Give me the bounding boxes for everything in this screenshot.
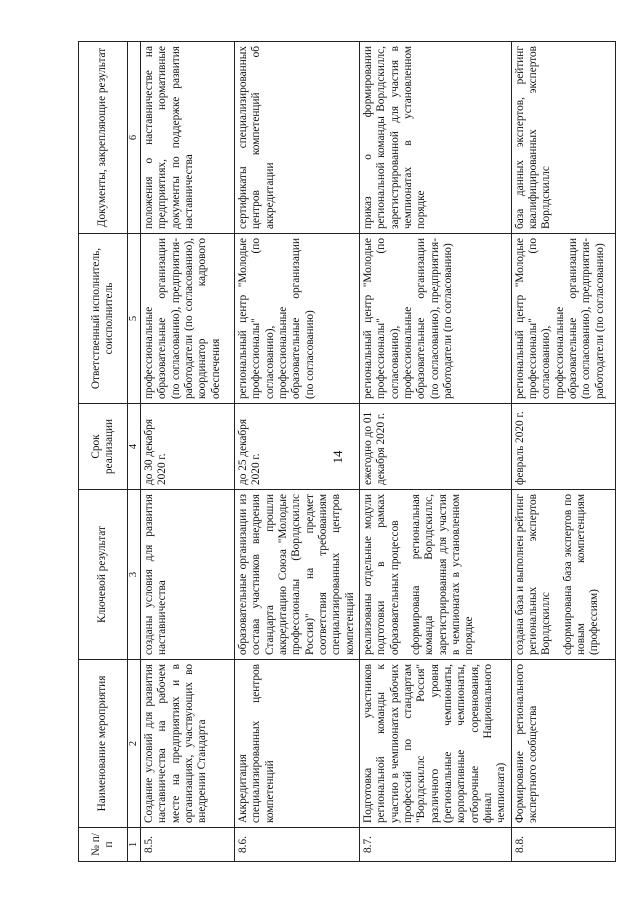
row-number: 8.8. bbox=[511, 828, 615, 862]
table-row bbox=[359, 42, 511, 862]
key-result bbox=[235, 490, 360, 660]
event-name: Подготовка участников региональной команды к участию в чемпионатах рабочих профессий по стандартам "Ворлдскиллс Россия" различного уровня (региональные чемпионаты, корпоративные чемпионаты, отборочные соревнования, финал Национального чемпионата) bbox=[359, 660, 511, 828]
row-number: 8.6. bbox=[235, 828, 360, 862]
key-result-item: создана база и выполнен рейтинг региональных экспертов Ворлдскиллс bbox=[513, 494, 553, 655]
column-number: 3 bbox=[128, 490, 141, 660]
column-number: 4 bbox=[128, 404, 141, 490]
key-result-item: образовательные организации из состава участников внедрения Стандарта прошли аккредитацию Союза "Молодые профессионалы (Ворлдскиллс Россия)" на предмет соответствия требованиям специализированных центров компетенций bbox=[237, 494, 356, 655]
deadline: до 25 декабря 2020 г. bbox=[235, 404, 360, 490]
table-header-row bbox=[79, 42, 128, 862]
key-result-item: сформирована база экспертов по новым компетенциям (профессиям) bbox=[561, 494, 601, 655]
event-name: Создание условий для развития наставничества на рабочем месте на предприятиях и в организациях, участвующих во внедрении Стандарта bbox=[141, 660, 235, 828]
activity-plan-table bbox=[78, 41, 616, 862]
key-result bbox=[511, 490, 615, 660]
rotated-page-content bbox=[78, 42, 640, 862]
documents: база данных экспертов, рейтинг квалифицированных экспертов Ворлдскиллс bbox=[511, 42, 615, 234]
header-number: № п/п bbox=[79, 828, 128, 862]
column-number: 2 bbox=[128, 660, 141, 828]
header-key-result: Ключевой результат bbox=[79, 490, 128, 660]
table-row bbox=[235, 42, 360, 862]
row-number: 8.5. bbox=[141, 828, 235, 862]
responsible: профессиональные образовательные организации (по согласованию), предприятия-работодатели (по согласованию), координатор кадрового обеспечения bbox=[141, 234, 235, 404]
documents: положения о наставничестве на предприятиях, нормативные документы по поддержке развития наставничества bbox=[141, 42, 235, 234]
deadline: ежегодно до 01 декабря 2020 г. bbox=[359, 404, 511, 490]
column-number: 1 bbox=[128, 828, 141, 862]
key-result-item: сформирована региональная команда Ворлдскиллс, зарегистрированная для участия в чемпионатах в установленном порядке bbox=[409, 494, 476, 655]
table-row bbox=[141, 42, 235, 862]
deadline: до 30 декабря 2020 г. bbox=[141, 404, 235, 490]
key-result bbox=[141, 490, 235, 660]
documents: сертификаты специализированных центров компетенций об аккредитации bbox=[235, 42, 360, 234]
row-number: 8.7. bbox=[359, 828, 511, 862]
header-event-name: Наименование мероприятия bbox=[79, 660, 128, 828]
event-name: Формирование регионального экспертного сообщества bbox=[511, 660, 615, 828]
page-number: 14 bbox=[330, 450, 345, 464]
documents: приказ о формировании региональной команды Ворлдскиллс, зарегистрированной для участия в чемпионатах в установленном порядке bbox=[359, 42, 511, 234]
column-number-row bbox=[128, 42, 141, 862]
header-deadline: Срок реализации bbox=[79, 404, 128, 490]
responsible: региональный центр "Молодые профессионалы" (по согласованию), профессиональные образовательные организации (по согласованию), предприятия-работодатели (по согласованию) bbox=[511, 234, 615, 404]
column-number: 5 bbox=[128, 234, 141, 404]
event-name: Аккредитация специализированных центров компетенций bbox=[235, 660, 360, 828]
header-responsible: Ответственный исполнитель, соисполнитель bbox=[79, 234, 128, 404]
table-row bbox=[511, 42, 615, 862]
key-result-item: созданы условия для развития наставничества bbox=[143, 494, 169, 655]
column-number: 6 bbox=[128, 42, 141, 234]
header-documents: Документы, закрепляющие результат bbox=[79, 42, 128, 234]
responsible: региональный центр "Молодые профессионалы" (по согласованию), профессиональные образовательные организации (по согласованию), предприятия-работодатели (по согласованию) bbox=[359, 234, 511, 404]
key-result-item: реализованы отдельные модули подготовки в рамках образовательных процессов bbox=[361, 494, 401, 655]
landscape-content bbox=[78, 42, 640, 862]
responsible: региональный центр "Молодые профессионалы" (по согласованию), профессиональные образовательные организации (по согласованию) bbox=[235, 234, 360, 404]
key-result bbox=[359, 490, 511, 660]
deadline: февраль 2020 г. bbox=[511, 404, 615, 490]
